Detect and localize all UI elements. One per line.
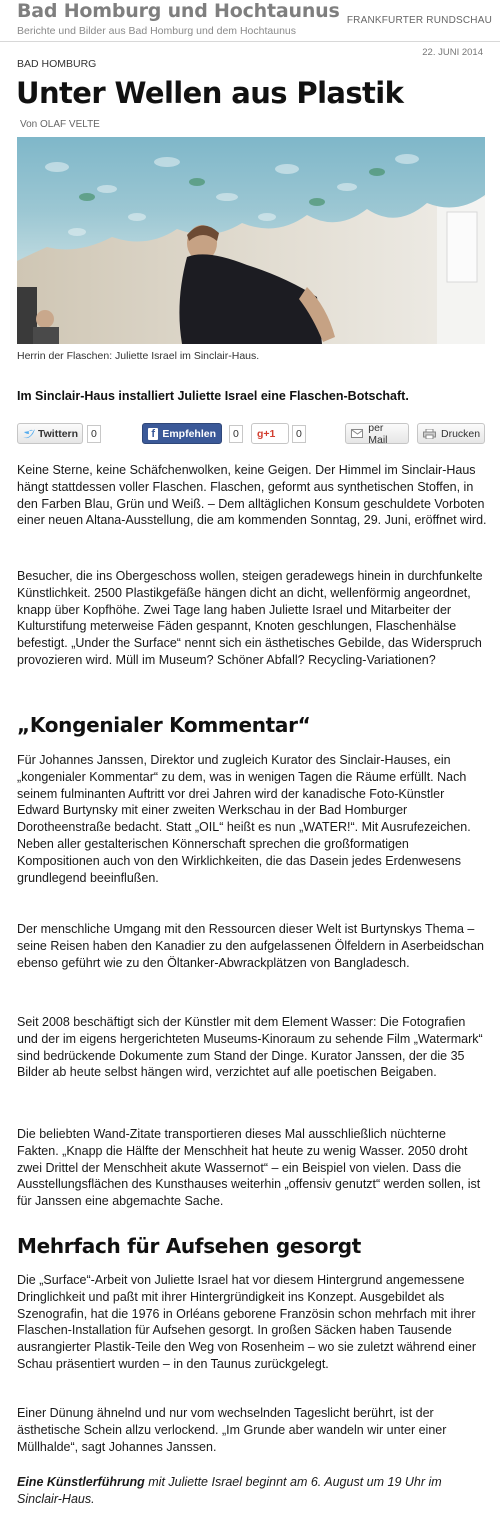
paragraph-1: Keine Sterne, keine Schäfchenwolken, keine Geigen. Der Himmel im Sinclair-Haus hängt stattdessen voller Flaschen. Flaschen, geformt aus synthetischen Stoffen, in den Farben Blau, Grün und Weiß. – Dem alltäglichen Konsum geschuldete Vorboten einer neuen Altana-Ausstellung, die am kommenden Sonntag, 29. Juni, eröffnet wird. <box>17 463 487 528</box>
photo-caption: Herrin der Flaschen: Juliette Israel im Sinclair-Haus. <box>17 350 260 362</box>
google-plus-count: 0 <box>292 425 306 443</box>
article-photo <box>17 137 485 344</box>
site-subtitle: Berichte und Bilder aus Bad Homburg und dem Hochtaunus <box>17 25 296 37</box>
subheading-kongenialer-kommentar: „Kongenialer Kommentar“ <box>17 713 311 737</box>
article-byline: Von OLAF VELTE <box>20 119 100 130</box>
print-button[interactable] <box>417 423 485 444</box>
mail-icon <box>351 429 363 438</box>
article-lead: Im Sinclair-Haus installiert Juliette Israel eine Flaschen-Botschaft. <box>17 389 409 403</box>
twitter-count: 0 <box>87 425 101 443</box>
twitter-label: Twittern <box>38 427 79 440</box>
event-note <box>17 1474 487 1508</box>
article-headline: Unter Wellen aus Plastik <box>16 76 404 110</box>
article-date: 22. JUNI 2014 <box>422 47 483 58</box>
paragraph-6: Die beliebten Wand-Zitate transportieren dieses Mal ausschließlich nüchterne Fakten. „Knapp die Hälfte der Menschheit hat heute zu wenig Wasser. 2050 droht zwei Drittel der Menschheit akute Wassernot“ – ein Beispiel von vielen. Dass die Ausstellungsflächen des Kunsthauses weiterhin „offensiv genutzt“ werden sollen, ist für Janssen eine abgemachte Sache. <box>17 1127 481 1209</box>
facebook-icon: f <box>148 428 158 440</box>
paragraph-5: Seit 2008 beschäftigt sich der Künstler mit dem Element Wasser: Die Fotografien und der im eigens hergerichteten Museums-Kinoraum zu sehende Film „Watermark“ sind bedrückende Dokumente zum Stand der Dinge. Kurator Janssen, der die 35 Bilder ab heute selbst hängen wird, verzichtet auf alle poetischen Beigaben. <box>17 1015 483 1080</box>
section-label: BAD HOMBURG <box>17 58 97 70</box>
paragraph-4: Der menschliche Umgang mit den Ressourcen dieser Welt ist Burtynskys Thema – seine Reisen haben den Kanadier zu den aufgelassenen Ölfeldern in Aserbeidschan ebenso geführt wie zu den Öltanker-Abwrackplätzen von Bangladesch. <box>17 922 484 970</box>
share-bar <box>17 423 485 447</box>
masthead <box>0 0 500 42</box>
paragraph-7: Die „Surface“-Arbeit von Juliette Israel hat vor diesem Hintergrund angemessene Dringlichkeit und paßt mit ihrer Hintergründigkeit ins Konzept. Ausgebildet als Szenografin, hat die 1976 in Orléans geborene Französin schon mehrfach mit ihrer Flaschen-Installation für Aufsehen gesorgt. In großen Säcken haben Tausende ausrangierter Plastik-Teile den Weg von Rosenheim – wo sie zuletzt während einer Schau präsentiert wurden – in den Taunus zurückgelegt. <box>17 1273 477 1371</box>
site-title[interactable]: Bad Homburg und Hochtaunus <box>17 0 340 22</box>
mail-label: per Mail <box>368 421 388 446</box>
twitter-bird-icon <box>23 429 35 439</box>
facebook-label: Empfehlen <box>162 427 216 440</box>
google-plus-icon: g+1 <box>257 427 276 440</box>
facebook-recommend-button[interactable] <box>142 423 222 444</box>
google-plus-button[interactable] <box>251 423 289 444</box>
photo-illustration <box>17 137 485 344</box>
paragraph-8: Einer Dünung ähnelnd und nur vom wechselnden Tageslicht berührt, ist der ästhetische Schein allzu verlockend. „Im Grunde aber wandeln wir unter einer Müllhalde“, sagt Johannes Janssen. <box>17 1406 447 1454</box>
facebook-count: 0 <box>229 425 243 443</box>
printer-icon <box>423 429 436 439</box>
twitter-button[interactable] <box>17 423 83 444</box>
event-note-bold: Eine Künstlerführung <box>17 1475 145 1489</box>
print-label: Drucken <box>441 427 481 440</box>
paragraph-3: Für Johannes Janssen, Direktor und zugleich Kurator des Sinclair-Hauses, ein „kongenialer Kommentar“ zu dem, was in wenigen Tagen die Räume erfüllt. Nach seinem fulminanten Auftritt vor drei Jahren wird der kanadische Foto-Künstler Edward Burtynsky mit einer zweiten Werkschau in der Bad Homburger Dorotheenstraße bedacht. Statt „OIL“ heißt es nun „WATER!“. Mit Ausrufezeichen. Neben aller gestalterischen Könnerschaft sprechen die großformatigen Kompositionen auch von den Wirklichkeiten, die das Dasein jedes Erdenwesens grundlegend beeinflußen. <box>17 753 471 885</box>
subheading-mehrfach-aufsehen: Mehrfach für Aufsehen gesorgt <box>17 1234 362 1258</box>
event-note-text: mit Juliette Israel beginnt am 6. August um 19 Uhr im Sinclair-Haus. <box>17 1475 442 1506</box>
newspaper-name[interactable]: FRANKFURTER RUNDSCHAU <box>346 15 492 26</box>
mail-button[interactable] <box>345 423 409 444</box>
paragraph-2: Besucher, die ins Obergeschoss wollen, steigen geradewegs hinein in durchfunkelte Künstlichkeit. 2500 Plastikgefäße hängen dicht an dicht, wellenförmig angeordnet, knapp über Kopfhöhe. Zwei Tage lang haben Juliette Israel und Mitarbeiter der Kulturstifung meterweise Fäden gespannt, Knoten geschlungen, Flaschenhälse befestigt. „Under the Surface“ nennt sich ein ästhetisches Gebilde, das Widerspruch provozieren wird. Müll im Museum? Schöner Abfall? Recycling-Variationen? <box>17 569 483 667</box>
